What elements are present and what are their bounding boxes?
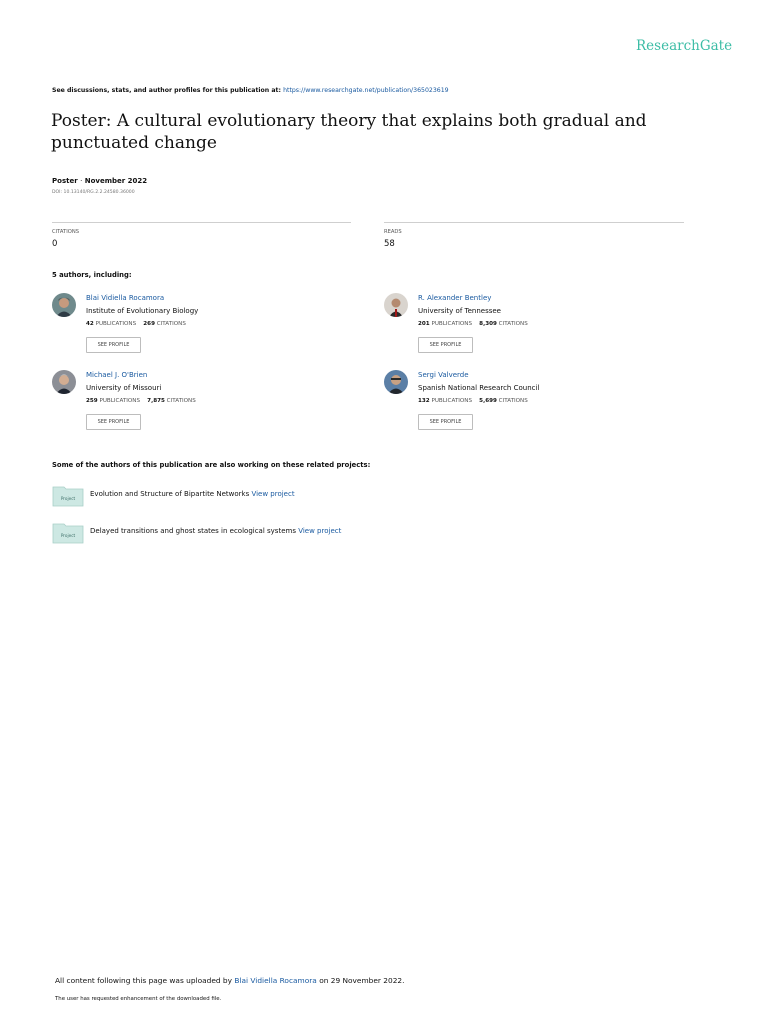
publication-date: November 2022 bbox=[84, 177, 148, 185]
publications-label: PUBLICATIONS bbox=[95, 321, 137, 327]
project-item bbox=[52, 522, 552, 548]
avatar[interactable] bbox=[52, 370, 76, 394]
project-title: Evolution and Structure of Bipartite Networks bbox=[90, 490, 250, 498]
related-projects-heading: Some of the authors of this publication are also working on these related projects: bbox=[52, 461, 371, 469]
publications-count: 132 bbox=[418, 398, 430, 404]
project-folder-icon bbox=[52, 522, 84, 544]
reads-divider bbox=[384, 222, 684, 223]
avatar[interactable] bbox=[52, 293, 76, 317]
project-icon-label: Project bbox=[60, 496, 76, 501]
citations-count: 269 bbox=[143, 321, 155, 327]
citations-label: CITATIONS bbox=[166, 398, 196, 404]
publications-label: PUBLICATIONS bbox=[431, 321, 473, 327]
citations-label: CITATIONS bbox=[52, 229, 80, 235]
citations-divider bbox=[52, 222, 351, 223]
publications-count: 42 bbox=[86, 321, 94, 327]
doi-text: DOI: 10.13140/RG.2.2.24580.36000 bbox=[52, 190, 135, 195]
author-name-link[interactable]: R. Alexander Bentley bbox=[418, 294, 492, 302]
project-folder-icon bbox=[52, 485, 84, 507]
author-card bbox=[384, 293, 684, 357]
citations-count: 7,875 bbox=[147, 398, 165, 404]
author-name-link[interactable]: Blai Vidiella Rocamora bbox=[86, 294, 165, 302]
see-profile-button[interactable]: SEE PROFILE bbox=[86, 337, 141, 353]
see-profile-button[interactable]: SEE PROFILE bbox=[418, 414, 473, 430]
author-institution: University of Missouri bbox=[86, 384, 162, 392]
citations-label: CITATIONS bbox=[498, 321, 528, 327]
project-title: Delayed transitions and ghost states in ecological systems bbox=[90, 527, 296, 535]
citations-value: 0 bbox=[52, 239, 58, 249]
avatar[interactable] bbox=[384, 370, 408, 394]
reads-label: READS bbox=[384, 229, 402, 235]
researchgate-logo[interactable]: ResearchGate bbox=[636, 38, 733, 54]
discussion-line bbox=[52, 87, 449, 94]
author-card bbox=[52, 293, 352, 357]
uploader-link[interactable]: Blai Vidiella Rocamora bbox=[234, 976, 317, 985]
meta-separator: · bbox=[80, 177, 83, 185]
upload-suffix: on 29 November 2022. bbox=[319, 976, 405, 985]
see-profile-button[interactable]: SEE PROFILE bbox=[86, 414, 141, 430]
view-project-link[interactable]: View project bbox=[298, 527, 342, 535]
author-stats bbox=[418, 321, 528, 327]
author-stats bbox=[418, 398, 528, 404]
citations-label: CITATIONS bbox=[156, 321, 186, 327]
author-stats bbox=[86, 398, 196, 404]
citations-count: 8,309 bbox=[479, 321, 497, 327]
publication-type: Poster bbox=[52, 177, 78, 185]
authors-heading: 5 authors, including: bbox=[52, 271, 132, 279]
author-stats bbox=[86, 321, 186, 327]
citations-count: 5,699 bbox=[479, 398, 497, 404]
publications-label: PUBLICATIONS bbox=[431, 398, 473, 404]
author-institution: Institute of Evolutionary Biology bbox=[86, 307, 199, 315]
enhancement-note: The user has requested enhancement of the downloaded file. bbox=[55, 996, 222, 1002]
avatar[interactable] bbox=[384, 293, 408, 317]
upload-note bbox=[55, 976, 404, 985]
publication-meta bbox=[52, 177, 147, 185]
author-institution: University of Tennessee bbox=[418, 307, 501, 315]
publications-count: 259 bbox=[86, 398, 98, 404]
author-name-link[interactable]: Michael J. O'Brien bbox=[86, 371, 148, 379]
author-institution: Spanish National Research Council bbox=[418, 384, 540, 392]
author-card bbox=[52, 370, 352, 434]
reads-value: 58 bbox=[384, 239, 395, 249]
see-profile-button[interactable]: SEE PROFILE bbox=[418, 337, 473, 353]
project-icon-label: Project bbox=[60, 533, 76, 538]
author-card bbox=[384, 370, 684, 434]
upload-prefix: All content following this page was uploaded by bbox=[55, 976, 232, 985]
project-item bbox=[52, 485, 552, 511]
see-text: See discussions, stats, and author profiles for this publication at: bbox=[52, 87, 281, 94]
publication-title: Poster: A cultural evolutionary theory that explains both gradual and punctuated change bbox=[51, 111, 647, 153]
publications-count: 201 bbox=[418, 321, 430, 327]
publication-url-link[interactable]: https://www.researchgate.net/publication/365023619 bbox=[283, 87, 449, 94]
view-project-link[interactable]: View project bbox=[251, 490, 295, 498]
citations-label: CITATIONS bbox=[498, 398, 528, 404]
publications-label: PUBLICATIONS bbox=[99, 398, 141, 404]
author-name-link[interactable]: Sergi Valverde bbox=[418, 371, 469, 379]
